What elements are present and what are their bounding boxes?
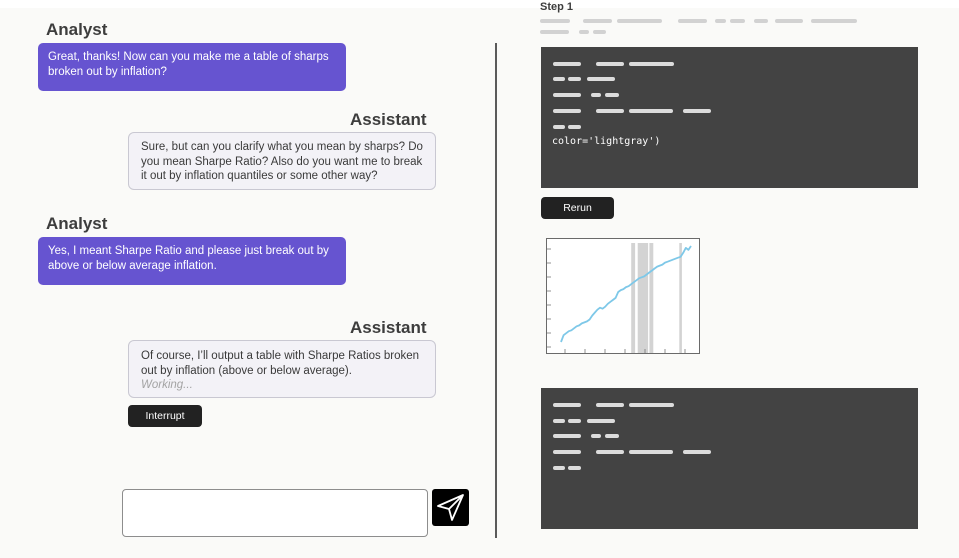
code-block[interactable] [541,388,918,529]
assistant-label: Assistant [350,110,427,129]
panel-divider [495,43,497,538]
analyst-message-text: Yes, I meant Sharpe Ratio and please just break out by above or below average inflation. [48,245,329,272]
working-status: Working... [141,379,193,391]
paper-plane-icon [432,489,469,526]
assistant-message-text: Of course, I’ll output a table with Sharpe Ratios broken out by inflation (above or below average). [141,350,420,377]
analyst-label: Analyst [46,214,108,233]
analyst-message [38,237,346,285]
shaded-region [631,243,635,353]
shaded-region [679,243,682,353]
shaded-region [638,243,648,353]
analyst-message-text: Great, thanks! Now can you make me a table of sharps broken out by inflation? [48,51,329,78]
code-block[interactable] [541,47,918,188]
interrupt-button[interactable]: Interrupt [128,405,202,427]
assistant-message-text: Sure, but can you clarify what you mean by sharps? Do you mean Sharpe Ratio? Also do you want me to break it out by inflation quantiles or some other way? [141,141,423,182]
assistant-label: Assistant [350,318,427,337]
assistant-message [128,340,436,398]
chart-container [546,238,700,354]
assistant-message [128,132,436,190]
chat-input[interactable] [122,489,428,537]
shaded-region [649,243,653,353]
series-line [561,246,691,342]
send-button[interactable] [432,489,469,526]
line-chart [547,239,699,353]
code-line: color='lightgray') [552,136,661,147]
step-label: Step 1 [540,1,574,13]
analyst-label: Analyst [46,20,108,39]
analyst-message [38,43,346,91]
rerun-button[interactable]: Rerun [541,197,614,219]
